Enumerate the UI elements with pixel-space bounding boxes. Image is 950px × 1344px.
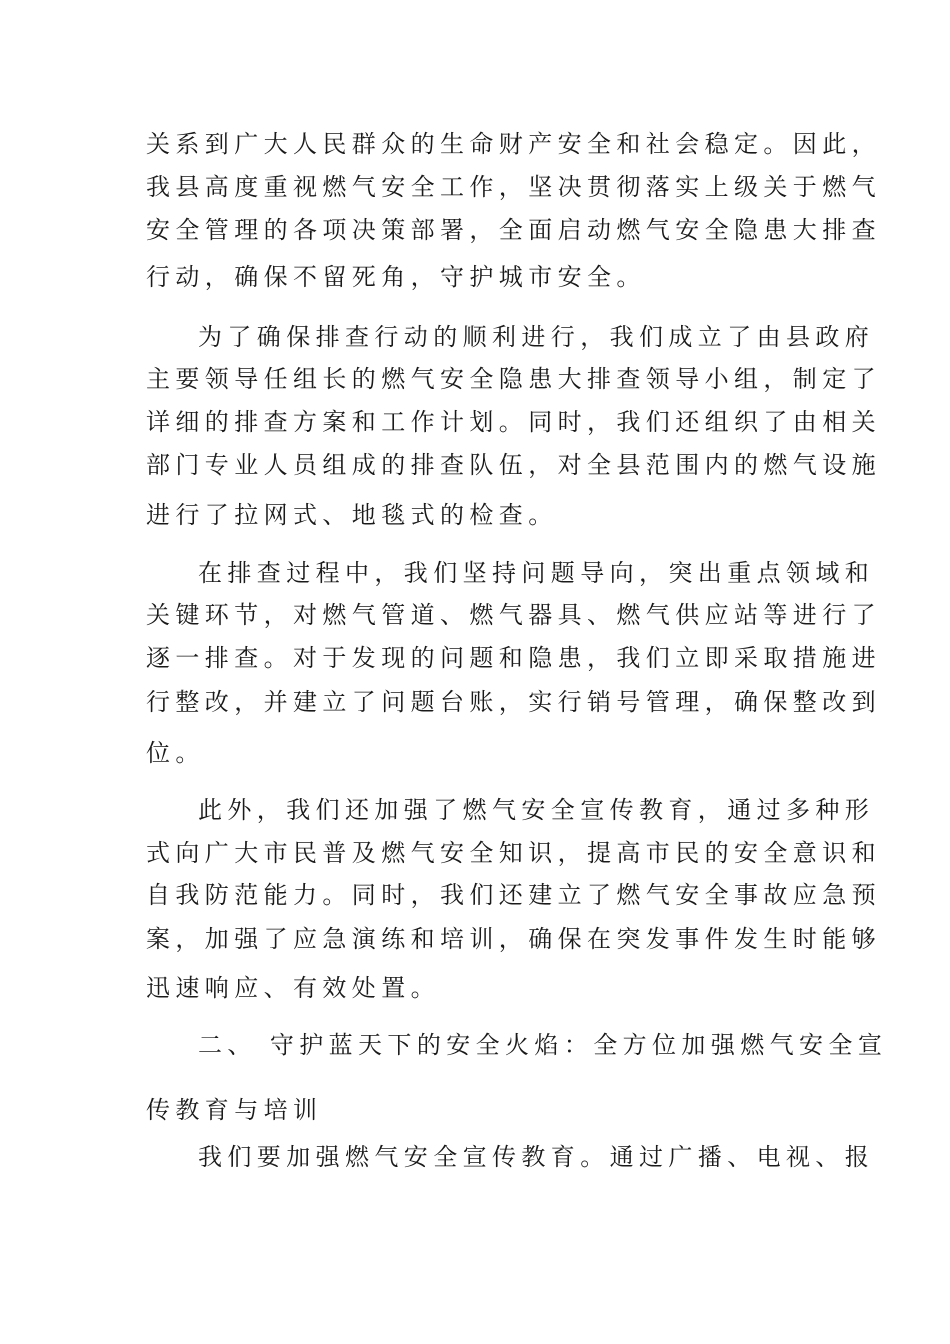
text-line: 逐一排查。对于发现的问题和隐患，我们立即采取措施进	[146, 644, 881, 672]
text-line: 我们要加强燃气安全宣传教育。通过广播、电视、报	[198, 1143, 875, 1171]
text-line: 进行了拉网式、地毯式的检查。	[146, 501, 558, 529]
text-line: 此外，我们还加强了燃气安全宣传教育，通过多种形	[198, 796, 875, 824]
text-line: 关系到广大人民群众的生命财产安全和社会稳定。因此，	[146, 130, 881, 158]
text-line: 位。	[146, 739, 205, 767]
text-line: 部门专业人员组成的排查队伍，对全县范围内的燃气设施	[146, 451, 881, 479]
text-line: 在排查过程中，我们坚持问题导向，突出重点领域和	[198, 559, 875, 587]
text-line: 行动，确保不留死角，守护城市安全。	[146, 263, 646, 291]
text-line: 为了确保排查行动的顺利进行，我们成立了由县政府	[198, 323, 875, 351]
section-heading: 传教育与培训	[146, 1096, 323, 1124]
text-line: 主要领导任组长的燃气安全隐患大排查领导小组，制定了	[146, 365, 881, 393]
section-heading: 二、 守护蓝天下的安全火焰：全方位加强燃气安全宣	[198, 1031, 888, 1059]
text-line: 迅速响应、有效处置。	[146, 974, 440, 1002]
text-line: 详细的排查方案和工作计划。同时，我们还组织了由相关	[146, 408, 881, 436]
text-line: 案，加强了应急演练和培训，确保在突发事件发生时能够	[146, 925, 881, 953]
text-line: 关键环节，对燃气管道、燃气器具、燃气供应站等进行了	[146, 601, 881, 629]
text-line: 式向广大市民普及燃气安全知识，提高市民的安全意识和	[146, 839, 881, 867]
text-line: 安全管理的各项决策部署，全面启动燃气安全隐患大排查	[146, 216, 881, 244]
text-line: 我县高度重视燃气安全工作，坚决贯彻落实上级关于燃气	[146, 173, 881, 201]
text-line: 自我防范能力。同时，我们还建立了燃气安全事故应急预	[146, 881, 881, 909]
text-line: 行整改，并建立了问题台账，实行销号管理，确保整改到	[146, 688, 881, 716]
